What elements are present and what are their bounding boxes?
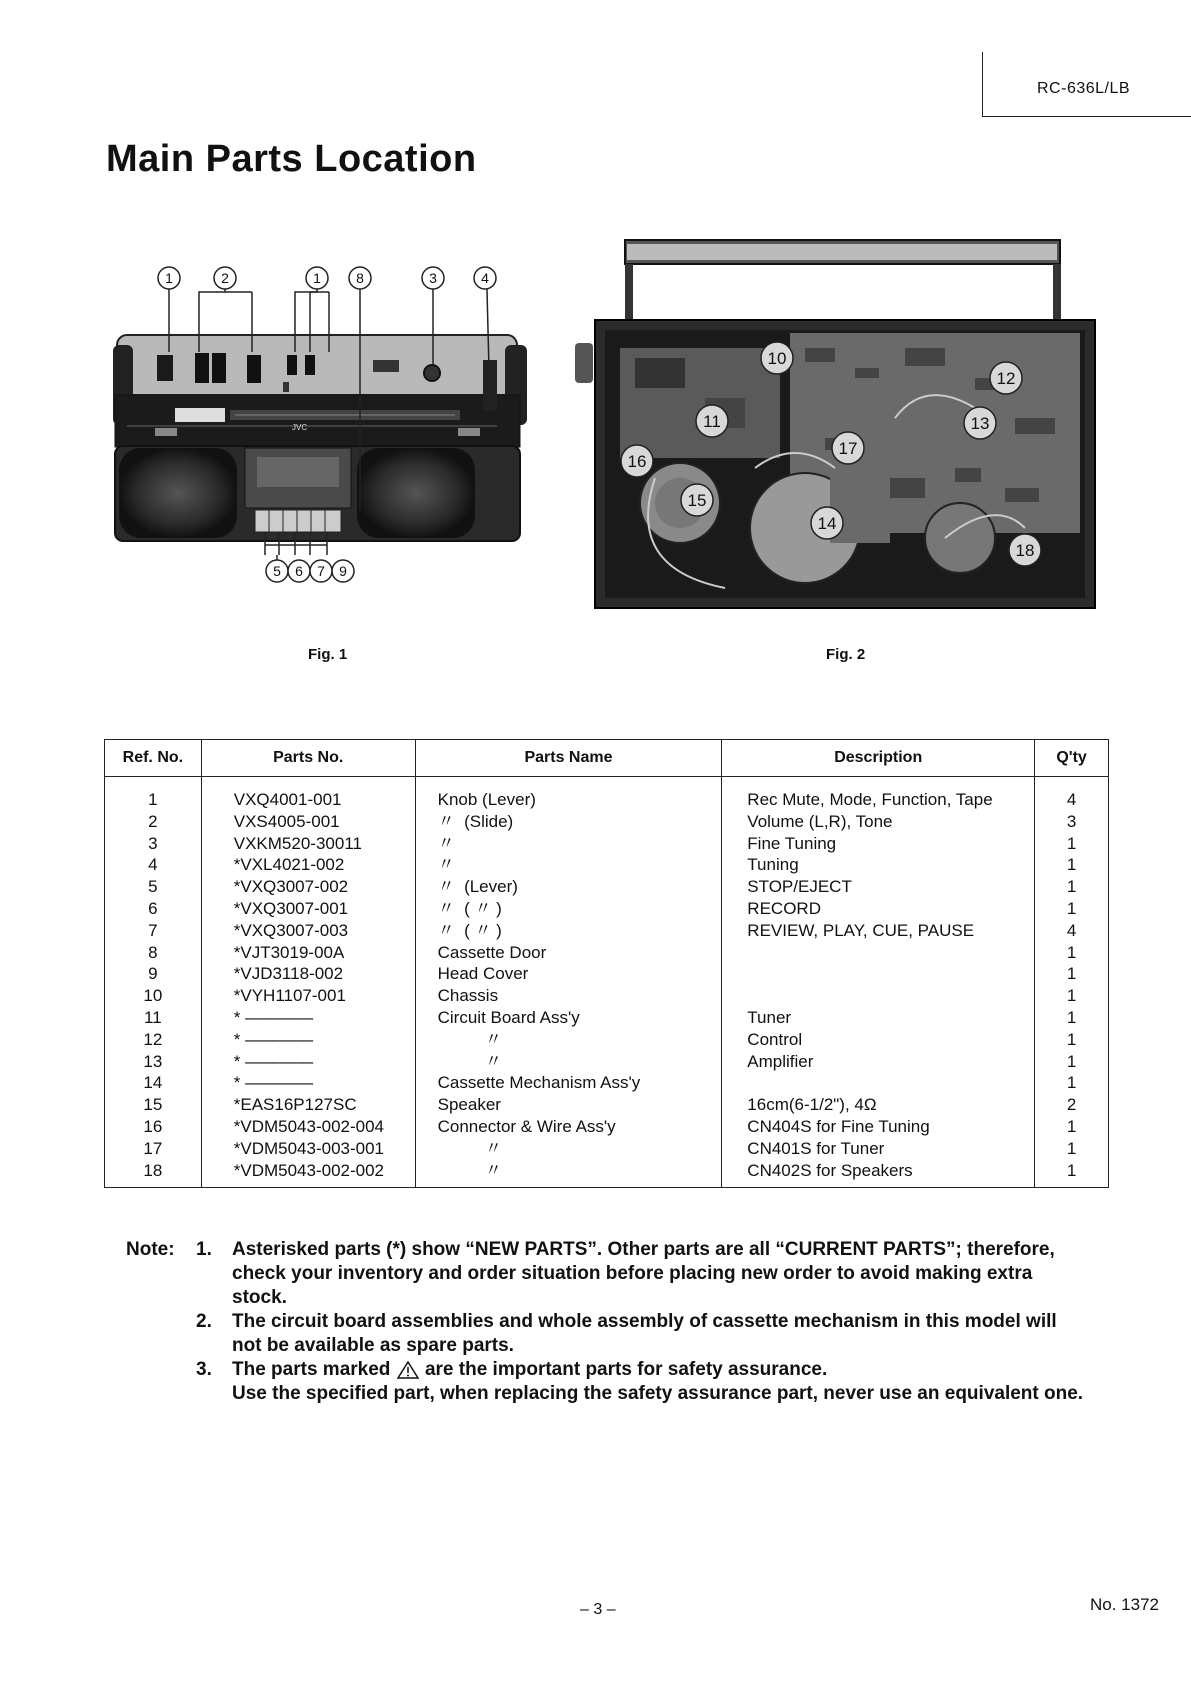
fig2-caption: Fig. 2	[826, 646, 866, 663]
cell-part-2: VXS4005-001	[233, 811, 340, 831]
cell-qty-5: 1	[1066, 877, 1077, 897]
cell-part-10: *VYH1107-001	[233, 986, 346, 1006]
callout-4: 4	[481, 270, 489, 286]
cell-qty-4: 1	[1066, 855, 1077, 875]
cell-part-9: *VJD3118-002	[233, 964, 344, 984]
cell-desc-1: Rec Mute, Mode, Function, Tape	[747, 790, 993, 809]
page-title: Main Parts Location	[106, 138, 477, 180]
callout-16: 16	[627, 452, 647, 471]
parts-no-column	[201, 777, 415, 1188]
callout-14: 14	[817, 514, 837, 533]
cell-name-16: Connector & Wire Ass'y	[437, 1116, 616, 1136]
cell-name-5: 〃 (Lever)	[437, 877, 518, 897]
cell-qty-18: 1	[1066, 1160, 1077, 1180]
cell-desc-7: REVIEW, PLAY, CUE, PAUSE	[747, 920, 975, 940]
callout-8: 8	[356, 270, 364, 286]
cell-qty-9: 1	[1066, 964, 1077, 984]
cell-ref-3: 3	[148, 833, 158, 853]
notes-label: Note:	[126, 1239, 175, 1260]
callout-1b: 1	[313, 270, 321, 286]
cell-qty-3: 1	[1066, 833, 1077, 853]
cell-part-1: VXQ4001-001	[233, 790, 342, 809]
callout-7: 7	[317, 563, 325, 579]
cell-ref-15: 15	[143, 1095, 163, 1115]
knob-rec-mute	[157, 355, 173, 381]
cell-ref-17: 17	[143, 1138, 163, 1158]
table-body-row	[105, 777, 1109, 1188]
cell-qty-2: 3	[1066, 811, 1077, 831]
cell-name-3: 〃	[437, 833, 455, 853]
cell-desc-13: Amplifier	[747, 1051, 814, 1071]
callout-1a: 1	[165, 270, 173, 286]
header-ref-no: Ref. No.	[105, 740, 202, 777]
cell-name-2: 〃 (Slide)	[437, 811, 514, 831]
cell-ref-7: 7	[148, 920, 158, 940]
cell-name-14: Cassette Mechanism Ass'y	[437, 1073, 641, 1093]
cell-desc-5: STOP/EJECT	[747, 877, 852, 897]
right-speaker	[357, 448, 475, 538]
parts-table	[104, 739, 1109, 1188]
cell-name-12: 〃	[437, 1029, 502, 1049]
cell-desc-18: CN402S for Speakers	[747, 1160, 913, 1180]
cell-desc-17: CN401S for Tuner	[747, 1138, 885, 1158]
fig1-radio-front-photo	[105, 260, 545, 620]
cell-qty-10: 1	[1066, 986, 1077, 1006]
callout-15: 15	[687, 491, 707, 510]
callout-3: 3	[429, 270, 437, 286]
cell-part-11: * ————	[233, 1007, 314, 1027]
note-text-line2: Use the specified part, when replacing the safety assurance part, never use an equivalent one.	[232, 1383, 1084, 1404]
brand-logo: JVC	[292, 423, 308, 432]
ref-no-column	[105, 777, 202, 1188]
cell-part-16: *VDM5043-002-004	[233, 1116, 385, 1136]
cell-part-7: *VXQ3007-003	[233, 920, 349, 940]
cell-ref-13: 13	[143, 1051, 163, 1071]
cell-qty-8: 1	[1066, 942, 1077, 962]
cell-desc-11: Tuner	[747, 1007, 792, 1027]
cell-name-8: Cassette Door	[437, 942, 547, 962]
cell-qty-17: 1	[1066, 1138, 1077, 1158]
cell-name-13: 〃	[437, 1051, 502, 1071]
header-qty: Q'ty	[1035, 740, 1109, 777]
cell-desc-4: Tuning	[747, 855, 799, 875]
document-number: No. 1372	[1090, 1595, 1159, 1614]
cell-ref-18: 18	[143, 1160, 163, 1180]
transport-keys	[255, 510, 341, 532]
callout-2: 2	[221, 270, 229, 286]
left-speaker	[119, 448, 237, 538]
note-text-after: are the important parts for safety assurance.	[424, 1359, 828, 1380]
cell-qty-15: 2	[1066, 1095, 1077, 1115]
page-number: – 3 –	[580, 1601, 616, 1618]
cell-ref-11: 11	[144, 1007, 162, 1027]
cell-ref-9: 9	[148, 964, 158, 984]
cell-part-6: *VXQ3007-001	[233, 898, 349, 918]
note-text: The circuit board assemblies and whole assembly of cassette mechanism in this model will not be available as spare parts.	[232, 1311, 1057, 1356]
note-item	[196, 1358, 1086, 1406]
note-number: 1.	[196, 1239, 212, 1260]
cell-ref-4: 4	[148, 855, 158, 875]
callout-12: 12	[996, 369, 1016, 388]
callout-10: 10	[767, 349, 787, 368]
cell-name-6: 〃 ( 〃 )	[437, 898, 502, 918]
cell-name-9: Head Cover	[437, 964, 529, 984]
fig1-caption: Fig. 1	[308, 646, 348, 663]
knob-function	[212, 353, 226, 383]
cell-ref-14: 14	[143, 1073, 163, 1093]
cell-desc-16: CN404S for Fine Tuning	[747, 1116, 930, 1136]
cell-ref-1: 1	[148, 790, 158, 809]
header-parts-name: Parts Name	[415, 740, 722, 777]
qty-column	[1035, 777, 1109, 1188]
cell-qty-13: 1	[1066, 1051, 1077, 1071]
callout-13: 13	[970, 414, 990, 433]
cell-ref-16: 16	[143, 1116, 163, 1136]
header-description: Description	[722, 740, 1035, 777]
cell-desc-12: Control	[747, 1029, 803, 1049]
cell-name-17: 〃	[437, 1138, 502, 1158]
parts-name-column	[415, 777, 722, 1188]
cell-part-8: *VJT3019-00A	[233, 942, 345, 962]
note-number: 2.	[196, 1311, 212, 1332]
header-parts-no: Parts No.	[201, 740, 415, 777]
cell-part-4: *VXL4021-002	[233, 855, 345, 875]
cell-name-7: 〃 ( 〃 )	[437, 920, 502, 940]
cell-desc-15: 16cm(6-1/2"), 4Ω	[747, 1095, 877, 1115]
callout-11: 11	[703, 412, 721, 431]
cell-qty-16: 1	[1066, 1116, 1077, 1136]
cell-part-17: *VDM5043-003-001	[233, 1138, 385, 1158]
cell-qty-1: 4	[1066, 790, 1077, 809]
cell-qty-12: 1	[1066, 1029, 1077, 1049]
cell-part-5: *VXQ3007-002	[233, 877, 349, 897]
cell-qty-7: 4	[1066, 920, 1077, 940]
cell-name-11: Circuit Board Ass'y	[437, 1007, 580, 1027]
cell-name-4: 〃	[437, 855, 455, 875]
cell-ref-8: 8	[148, 942, 158, 962]
cell-desc-2: Volume (L,R), Tone	[747, 811, 893, 831]
radio-top-panel	[117, 335, 517, 395]
fine-tuning-knob	[424, 365, 440, 381]
cell-desc-3: Fine Tuning	[747, 833, 837, 853]
callout-5: 5	[273, 563, 281, 579]
callout-18: 18	[1015, 541, 1035, 560]
note-number: 3.	[196, 1359, 212, 1380]
model-number: RC-636L/LB	[1037, 80, 1131, 97]
cell-part-18: *VDM5043-002-002	[233, 1160, 385, 1180]
cell-qty-6: 1	[1066, 898, 1077, 918]
cell-ref-5: 5	[148, 877, 158, 897]
table-header-row	[105, 740, 1109, 777]
cell-ref-12: 12	[143, 1029, 163, 1049]
knob-mode	[195, 353, 209, 383]
cell-part-15: *EAS16P127SC	[233, 1095, 357, 1115]
cell-ref-2: 2	[148, 811, 158, 831]
cell-desc-10	[747, 985, 1034, 1007]
knob-tape	[247, 355, 261, 383]
cell-name-18: 〃	[437, 1160, 502, 1180]
cell-part-14: * ————	[233, 1073, 314, 1093]
cell-qty-14: 1	[1066, 1073, 1077, 1093]
callout-9: 9	[339, 563, 347, 579]
note-text-before: The parts marked	[232, 1359, 391, 1380]
cell-qty-11: 1	[1066, 1007, 1077, 1027]
cell-ref-10: 10	[143, 986, 163, 1006]
cell-name-15: Speaker	[437, 1095, 501, 1115]
cell-desc-14	[747, 1072, 1034, 1094]
note-text: Asterisked parts (*) show “NEW PARTS”. Other parts are all “CURRENT PARTS”; therefore, check your inventory and order situation before placing new order to avoid making extra stock.	[232, 1239, 1055, 1308]
cell-part-12: * ————	[233, 1029, 314, 1049]
callout-6: 6	[295, 563, 303, 579]
cell-desc-9	[747, 963, 1034, 985]
model-box	[982, 52, 1191, 117]
cell-part-13: * ————	[233, 1051, 314, 1071]
cell-desc-8	[747, 942, 1034, 964]
safety-warning-icon	[396, 1360, 420, 1380]
cell-desc-6: RECORD	[747, 898, 821, 918]
cell-ref-6: 6	[148, 898, 158, 918]
note-item	[196, 1310, 1086, 1358]
note-item	[196, 1238, 1086, 1310]
description-column	[722, 777, 1035, 1188]
callout-17: 17	[838, 439, 858, 458]
cell-name-1: Knob (Lever)	[437, 790, 536, 809]
fig2-radio-interior-photo	[575, 238, 1120, 613]
cell-name-10: Chassis	[437, 986, 499, 1006]
cell-part-3: VXKM520-30011	[233, 833, 362, 853]
